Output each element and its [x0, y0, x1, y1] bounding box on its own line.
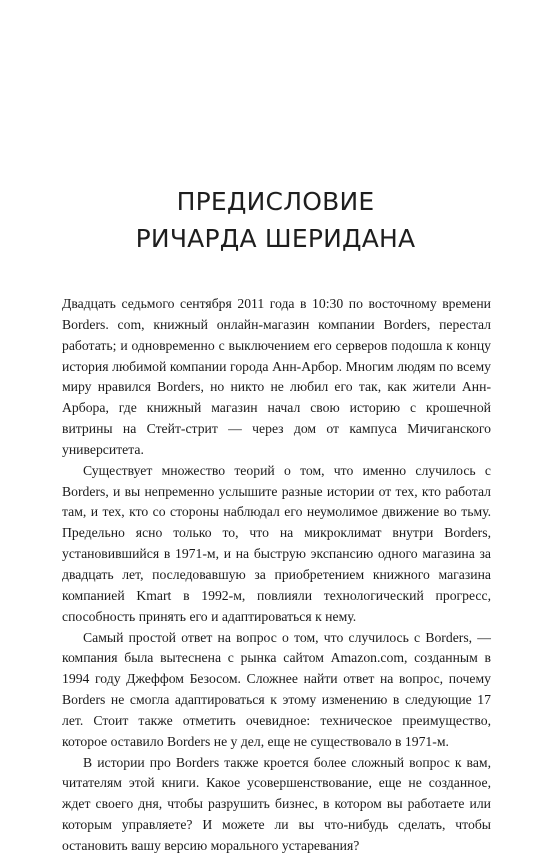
chapter-title — [0, 183, 551, 257]
paragraph-1: Двадцать седьмого сентября 2011 года в 10:30 по восточному времени Borders. com, книжный онлайн-магазин компании Borders, перестал работать; и одновременно с выключением его серверов подошла к концу история любимой компании города Анн-Арбор. Многим людям по всему миру нравился Borders, но никто не любил его так, как жители Анн-Арбора, где книжный магазин начал свою историю с крошечной витрины на Стейт-стрит — через дом от кампуса Мичиганского университета. — [62, 296, 491, 457]
paragraph-4: В истории про Borders также кроется более сложный вопрос к вам, читателям этой книги. Какое усовершенствование, еще не созданное, ждет своего дня, чтобы разрушить бизнес, в котором вы работаете или которым управляете? И можете ли вы что-нибудь сделать, чтобы остановить вашу версию морального устаревания? — [62, 754, 491, 853]
paragraph-2: Существует множество теорий о том, что именно случилось с Borders, и вы непременно услышите разные истории от тех, кто работал там, и тех, кто со стороны наблюдал его неумолимое движение во тьму. Предельно ясно только то, что на микроклимат внутри Borders, установившийся в 1971-м, и на быструю экспансию одного магазина за двадцать лет, последовавшую за приобретением книжного магазина компанией Kmart в 1992-м, повлияли технологический прогресс, способность принять его и адаптироваться к нему. — [62, 462, 491, 624]
chapter-title-line-2: РИЧАРДА ШЕРИДАНА — [135, 224, 416, 253]
paragraph-3: Самый простой ответ на вопрос о том, что случилось с Borders, — компания была вытеснена с рынка сайтом Amazon.com, созданным в 1994 году Джеффом Безосом. Сложнее найти ответ на вопрос, почему Borders не смогла адаптироваться к этому изменению в следующие 17 лет. Стоит также отметить очевидное: техническое преимущество, которое оставило Borders не у дел, еще не существовало в 1971-м. — [62, 629, 491, 749]
body-text — [62, 294, 491, 857]
chapter-title-line-1: ПРЕДИСЛОВИЕ — [176, 187, 375, 216]
